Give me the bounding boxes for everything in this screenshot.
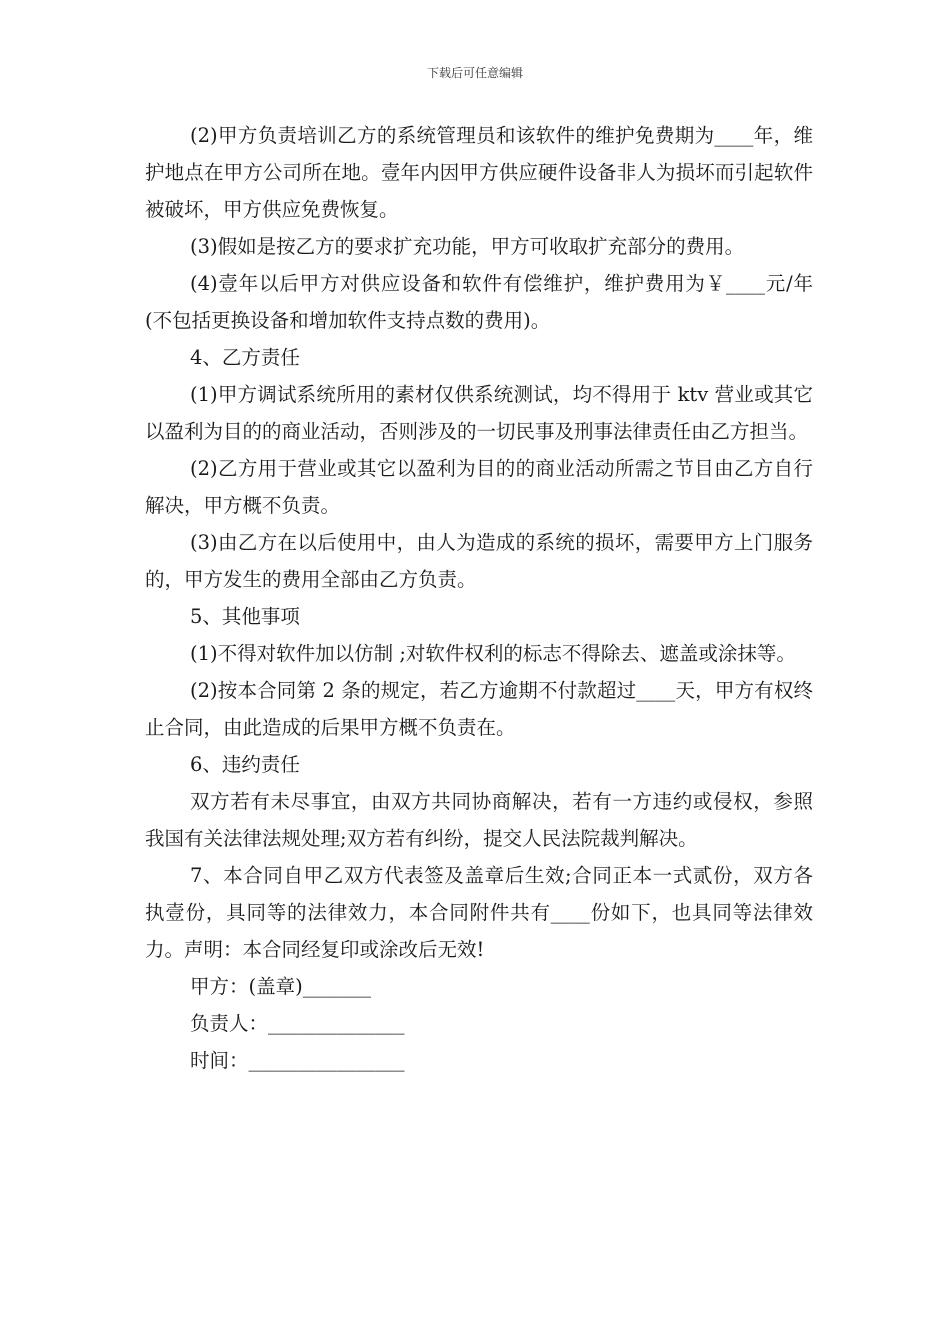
document-body [145,117,813,1079]
paragraph-effective: 7、本合同自甲乙双方代表签及盖章后生效;合同正本一式贰份，双方各执壹份，具同等的法律效力，本合同附件共有____份如下，也具同等法律效力。声明：本合同经复印或涂改后无效! [145,864,813,961]
paragraph-expansion-fee: (3)假如是按乙方的要求扩充功能，甲方可收取扩充部分的费用。 [190,235,745,258]
page-header: 下载后可任意编辑 [426,66,523,80]
paragraph-maintenance-period: (2)甲方负责培训乙方的系统管理员和该软件的维护免费期为____年，维护地点在甲方公司所在地。壹年内因甲方供应硬件设备非人为损坏而引起软件被破坏，甲方供应免费恢复。 [145,124,813,221]
paragraph-dispute: 双方若有未尽事宜，由双方共同协商解决，若有一方违约或侵权，参照我国有关法律法规处理;双方若有纠纷，提交人民法院裁判解决。 [145,790,813,850]
section-heading-party-b: 4、乙方责任 [190,346,300,369]
paragraph-no-copy: (1)不得对软件加以仿制 ;对软件权利的标志不得除去、遮盖或涂抹等。 [190,642,796,665]
section-heading-breach: 6、违约责任 [190,753,300,776]
signature-date: 时间：________________ [190,1049,405,1072]
paragraph-paid-maintenance: (4)壹年以后甲方对供应设备和软件有偿维护，维护费用为￥____元/年(不包括更换设备和增加软件支持点数的费用)。 [145,272,813,332]
section-heading-other: 5、其他事项 [190,605,300,628]
paragraph-damage: (3)由乙方在以后使用中，由人为造成的系统的损坏，需要甲方上门服务的，甲方发生的费用全部由乙方负责。 [145,531,813,591]
paragraph-overdue: (2)按本合同第 2 条的规定，若乙方逾期不付款超过____天，甲方有权终止合同，由此造成的后果甲方概不负责在。 [145,679,813,739]
paragraph-test-material: (1)甲方调试系统所用的素材仅供系统测试，均不得用于 ktv 营业或其它以盈利为目的的商业活动，否则涉及的一切民事及刑事法律责任由乙方担当。 [145,383,813,443]
paragraph-programs: (2)乙方用于营业或其它以盈利为目的的商业活动所需之节目由乙方自行解决，甲方概不负责。 [145,457,813,517]
signature-responsible: 负责人：______________ [190,1012,405,1035]
signature-party-a: 甲方：(盖章)_______ [190,975,371,998]
